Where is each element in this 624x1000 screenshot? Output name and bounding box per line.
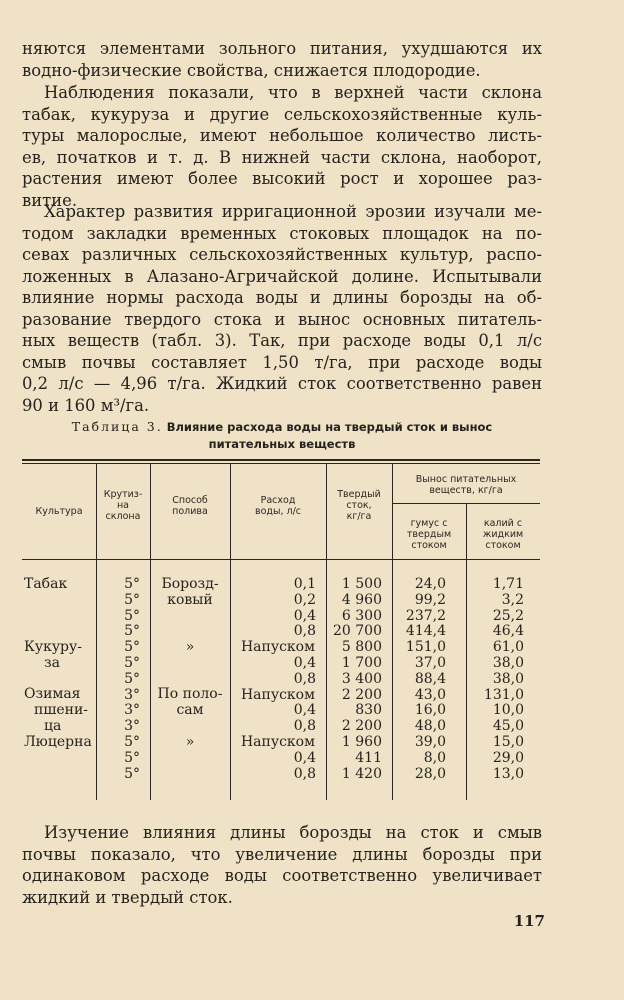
- table-cell-slope: 5°: [124, 591, 140, 608]
- table-cell-k: 13,0: [492, 765, 524, 782]
- table-cell-slope: 3°: [124, 718, 140, 735]
- table-cell-flow: 0,2: [293, 591, 316, 608]
- text-line: влияние нормы расхода воды и длины борозды на об-: [22, 288, 542, 307]
- header-slope: Крутиз- на склона: [103, 489, 143, 522]
- table-cell-humus: 16,0: [414, 702, 446, 719]
- text-line: табак, кукуруза и другие сельскохозяйственные куль-: [22, 104, 542, 124]
- table-cell-flow: 0,4: [293, 749, 316, 766]
- table-cell-solid: 5 800: [341, 639, 382, 656]
- table-cell-humus: 237,2: [405, 607, 446, 624]
- culture-label: Озимая: [24, 686, 81, 702]
- paragraph-2: [22, 82, 542, 211]
- table-cell-slope: 3°: [124, 702, 140, 719]
- table-cell-humus: 28,0: [414, 765, 446, 782]
- text-line: Наблюдения показали, что в верхней части склона: [44, 83, 542, 102]
- table-cell-k: 46,4: [492, 623, 524, 640]
- text-line: Изучение влияния длины борозды на сток и смыв: [44, 823, 542, 842]
- table-cell-flow: Напуском: [240, 639, 316, 656]
- text-line: тодом закладки временных стоковых площадок на по-: [22, 223, 542, 243]
- text-line: няются элементами зольного питания, ухудшаются их: [22, 39, 542, 58]
- table-cell-humus: 88,4: [414, 670, 446, 687]
- method-label: »: [185, 639, 195, 655]
- table-cell-slope: 5°: [124, 639, 140, 656]
- table-cell-slope: 5°: [124, 734, 140, 750]
- method-label: ковый: [167, 592, 213, 608]
- text-line: 0,2 л/с — 4,96 т/га. Жидкий сток соответственно равен: [22, 374, 542, 393]
- header-solid-runoff: Твердый сток, кг/га: [337, 489, 381, 522]
- table-cell-humus: 99,2: [414, 591, 446, 608]
- paragraph-4: [22, 822, 542, 908]
- table-cell-slope: 5°: [124, 576, 140, 592]
- table-cell-flow: Напуском: [240, 686, 316, 703]
- text-line: почвы показало, что увеличение длины борозды при: [22, 844, 542, 864]
- table-cell-humus: 37,0: [414, 655, 446, 671]
- method-label: »: [185, 734, 195, 750]
- text-line: растения имеют более высокий рост и хорошее раз-: [22, 169, 542, 188]
- text-line: смыв почвы составляет 1,50 т/га, при расходе воды: [22, 352, 542, 372]
- table-cell-flow: 0,8: [293, 718, 316, 735]
- table-cell-k: 38,0: [492, 655, 524, 671]
- table-cell-flow: 0,4: [293, 655, 316, 671]
- table-cell-humus: 8,0: [423, 749, 446, 766]
- text-line: ев, початков и т. д. В нижней части склона, наоборот,: [22, 147, 542, 167]
- table-cell-solid: 411: [355, 749, 382, 766]
- text-line: жидкий и твердый сток.: [22, 887, 233, 907]
- table-cell-solid: 4 960: [341, 591, 382, 608]
- text-line: севах различных сельскохозяйственных культур, распо-: [22, 245, 542, 264]
- culture-label: Табак: [24, 576, 68, 592]
- text-line: водно-физические свойства, снижается плодородие.: [22, 60, 481, 80]
- table-cell-solid: 1 700: [341, 655, 382, 671]
- table-cell-solid: 20 700: [333, 623, 382, 640]
- table-cell-flow: 0,1: [293, 576, 316, 592]
- table-cell-solid: 2 200: [341, 686, 382, 703]
- table-cell-flow: 0,8: [293, 670, 316, 687]
- table-cell-k: 15,0: [492, 734, 524, 750]
- table-cell-humus: 24,0: [414, 576, 446, 592]
- table-title-cont: питательных веществ: [208, 437, 356, 451]
- table-cell-k: 131,0: [483, 686, 524, 703]
- table-cell-solid: 1 960: [341, 734, 382, 750]
- table-cell-slope: 5°: [124, 623, 140, 640]
- table-cell-k: 25,2: [492, 607, 524, 624]
- table-cell-flow: 0,4: [293, 702, 316, 719]
- text-line: витие.: [22, 190, 78, 210]
- method-label: сам: [176, 702, 204, 718]
- text-line: разование твердого стока и вынос основных питатель-: [22, 309, 542, 329]
- culture-label: Люцерна: [24, 734, 92, 750]
- table-cell-k: 29,0: [492, 749, 524, 766]
- text-line: ложенных в Алазано-Агричайской долине. Испытывали: [22, 266, 542, 286]
- text-line: ных веществ (табл. 3). Так, при расходе воды 0,1 л/с: [22, 331, 542, 350]
- table-cell-k: 3,2: [501, 591, 524, 608]
- table-cell-humus: 151,0: [405, 639, 446, 656]
- header-culture: Культура: [35, 506, 83, 517]
- page-number: 117: [513, 912, 545, 930]
- table-cell-slope: 5°: [124, 765, 140, 782]
- table-cell-solid: 1 420: [341, 765, 382, 782]
- table-caption: [22, 418, 542, 453]
- table-cell-solid: 6 300: [341, 607, 382, 624]
- table-cell-k: 45,0: [492, 718, 524, 735]
- method-label: По поло-: [157, 686, 223, 702]
- table-top-rule: [22, 459, 540, 461]
- table-cell-humus: 48,0: [414, 718, 446, 735]
- table-cell-humus: 39,0: [414, 734, 446, 750]
- culture-label: ца: [44, 718, 62, 734]
- table-top-rule-thin: [22, 463, 540, 464]
- culture-label: пшени-: [34, 702, 89, 718]
- table-cell-k: 1,71: [492, 576, 524, 592]
- table-cell-humus: 43,0: [414, 686, 446, 703]
- header-flow: Расход воды, л/с: [254, 495, 301, 517]
- table-cell-flow: 0,8: [293, 623, 316, 640]
- table-cell-slope: 3°: [124, 686, 140, 703]
- table-cell-solid: 2 200: [341, 718, 382, 735]
- table-header-rule: [22, 559, 540, 560]
- table-title: Влияние расхода воды на твердый сток и вынос: [166, 420, 493, 434]
- culture-label: Кукуру-: [24, 639, 82, 655]
- header-method: Способ полива: [172, 495, 208, 517]
- paragraph-3: [22, 201, 542, 416]
- header-potassium: калий с жидким стоком: [482, 518, 524, 551]
- table-cell-flow: 0,4: [293, 607, 316, 624]
- table-cell-k: 10,0: [492, 702, 524, 719]
- table-cell-slope: 5°: [124, 749, 140, 766]
- table-cell-flow: 0,8: [293, 765, 316, 782]
- text-line: туры малорослые, имеют небольшое количество листь-: [22, 126, 542, 145]
- table-cell-slope: 5°: [124, 670, 140, 687]
- text-line: одинаковом расходе воды соответственно увеличивает: [22, 866, 542, 885]
- paragraph-1: [22, 38, 542, 81]
- table-cell-slope: 5°: [124, 655, 140, 671]
- table-cell-solid: 1 500: [341, 576, 382, 592]
- header-nutrient-removal: Вынос питательных веществ, кг/га: [415, 474, 517, 496]
- table-cell-humus: 414,4: [405, 623, 446, 640]
- text-line: 90 и 160 м³/га.: [22, 395, 150, 415]
- table-cell-flow: Напуском: [240, 734, 316, 750]
- table-cell-k: 38,0: [492, 670, 524, 687]
- method-label: Борозд-: [161, 576, 219, 592]
- table-cell-solid: 3 400: [341, 670, 382, 687]
- table-label: Таблица 3.: [71, 419, 163, 434]
- table-cell-slope: 5°: [124, 607, 140, 624]
- table-cell-k: 61,0: [492, 639, 524, 656]
- culture-label: за: [44, 655, 60, 671]
- table-cell-solid: 830: [355, 702, 382, 719]
- header-humus: гумус с твердым стоком: [406, 518, 452, 551]
- text-line: Характер развития ирригационной эрозии изучали ме-: [44, 202, 542, 221]
